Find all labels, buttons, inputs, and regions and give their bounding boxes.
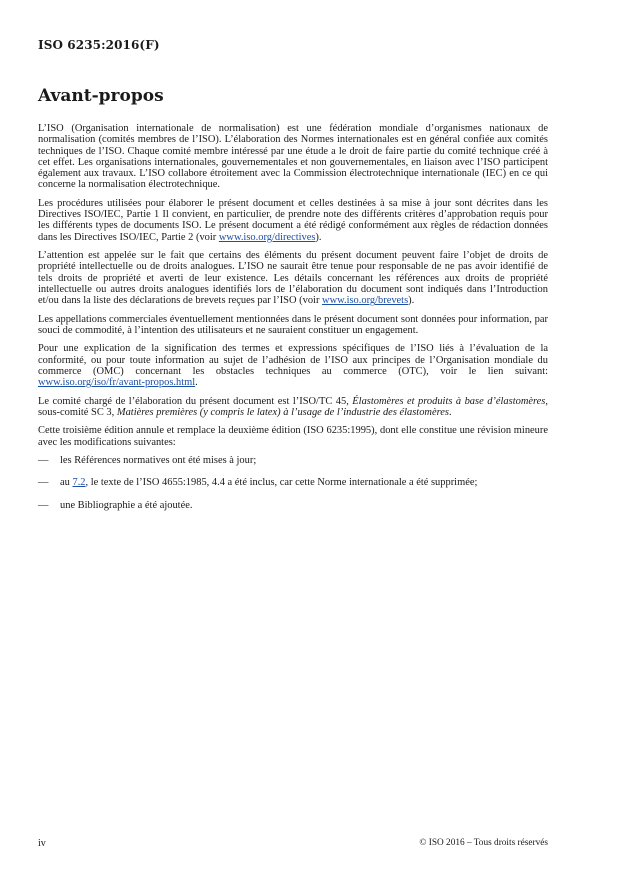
list-item-text: , le texte de l’ISO 4655:1985, 4.4 a été inclus, car cette Norme internationale a été supprimée; [85,477,478,489]
copyright-notice: © ISO 2016 – Tous droits réservés [419,838,548,848]
section-title: Avant-propos [38,86,164,106]
paragraph-text: . [448,407,452,418]
list-item [38,455,548,466]
dash-bullet: — [38,477,49,489]
paragraph-text: . [195,377,198,389]
patents-link[interactable]: www.iso.org/brevets [322,295,409,307]
dash-bullet: — [38,499,49,511]
foreword-body [38,123,548,522]
paragraph-committee [38,396,548,419]
page-number: iv [38,838,46,849]
list-item-text: les Références normatives ont été mises à jour; [60,455,257,467]
paragraph-patents [38,250,548,306]
list-item [38,477,548,488]
foreword-info-link[interactable]: www.iso.org/iso/fr/avant-propos.html [38,377,196,389]
paragraph-trade-names: Les appellations commerciales éventuellement mentionnées dans le présent document sont données pour information, par souci de commodité, à l’intention des utilisateurs et ne sauraient constituer un engagement. [38,313,548,337]
dash-bullet: — [38,455,49,467]
list-item [38,500,548,511]
document-identifier: ISO 6235:2016(F) [38,38,160,52]
paragraph-text: Le comité chargé de l’élaboration du présent document est l’ISO/TC 45, [38,395,353,407]
committee-title: Élastomères et produits à base d’élastomères [352,395,546,407]
paragraph-conformity [38,343,548,388]
paragraph-edition: Cette troisième édition annule et remplace la deuxième édition (ISO 6235:1995), dont elle constitue une révision mineure avec les modifications suivantes: [38,425,548,448]
list-item-text: une Bibliographie a été ajoutée. [60,499,193,511]
paragraph-iso-intro: L’ISO (Organisation internationale de normalisation) est une fédération mondiale d’organismes nationaux de normalisation (comités membres de l’ISO). L’élaboration des Normes internationales est en général confiée aux comités techniques de l’ISO. Chaque comité membre intéressé par une étude a le droit de faire partie du comité technique créé à cet effet. Les organisations internationales, gouvernementales et non gouvernementales, en liaison avec l’ISO participent également aux travaux. L’ISO collabore étroitement avec la Commission électrotechnique internationale (IEC) en ce qui concerne la normalisation électrotechnique. [38,123,548,191]
paragraph-text: Les procédures utilisées pour élaborer le présent document et celles destinées à sa mise à jour sont décrites dans les Directives ISO/IEC, Partie 1 Il convient, en particulier, de prendre note des différents critères d’approbation requis pour les différents types de documents ISO. Le présent document a été rédigé conformément aux règles de rédaction données dans les Directives ISO/IEC, Partie 2 (voir [38,197,548,243]
paragraph-text: Pour une explication de la signification des termes et expressions spécifiques de l’ISO liés à l’évaluation de la conformité, ou pour toute information au sujet de l’adhésion de l’ISO aux principes de l’Organisation mondiale du commerce (OMC) concernant les obstacles techniques au commerce (OTC), voir le lien suivant: [38,343,548,378]
paragraph-text: L’attention est appelée sur le fait que certains des éléments du présent document peuvent faire l’objet de droits de propriété intellectuelle ou de droits analogues. L’ISO ne saurait être tenue pour responsable de ne pas avoir identifié de tels droits de propriété et averti de leur existence. Les détails concernant les références aux droits de propriété intellectuelle ou autres droits analogues identifiés lors de l’élaboration du document sont indiqués dans l’Introduction et/ou dans la liste des déclarations de brevets reçues par l’ISO (voir [38,250,548,307]
paragraph-text: ). [408,295,415,307]
clause-7-2-link[interactable]: 7.2 [72,477,86,489]
paragraph-procedures [38,198,548,243]
paragraph-text: , sous-comité SC 3, [38,395,548,418]
subcommittee-title: Matières premières (y compris le latex) à l’usage de l’industrie des élastomères [116,407,449,418]
list-item-text: au [60,477,73,489]
directives-link[interactable]: www.iso.org/directives [218,231,316,243]
paragraph-text: ). [315,231,322,243]
